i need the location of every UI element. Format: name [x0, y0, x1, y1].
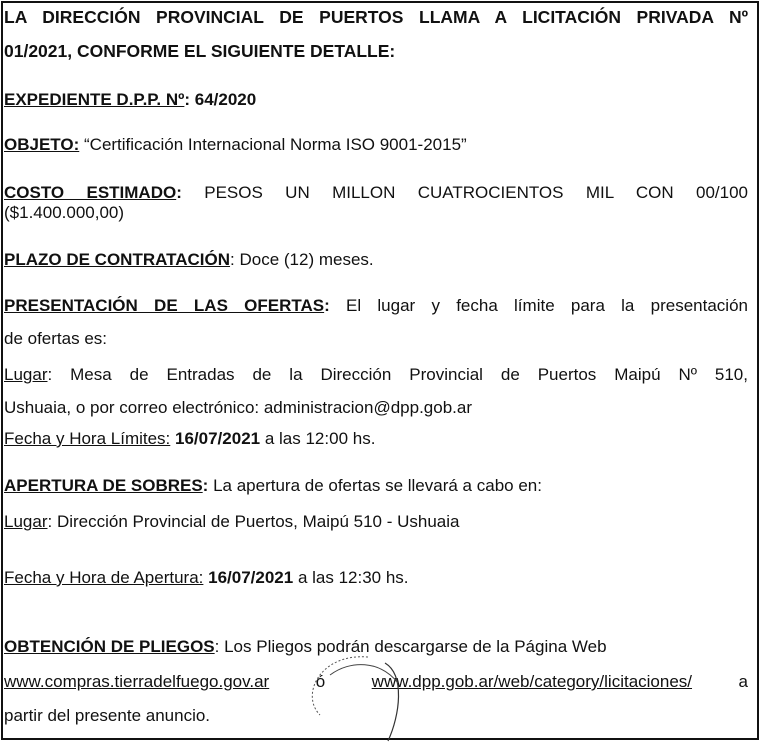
- apertura-lugar-value: Dirección Provincial de Puertos, Maipú 510 - Ushuaia: [56, 512, 460, 531]
- notice-title-line-1: LA DIRECCIÓN PROVINCIAL DE PUERTOS LLAMA A LICITACIÓN PRIVADA Nº: [4, 7, 748, 27]
- apertura-label: APERTURA DE SOBRES: [4, 476, 203, 495]
- presentacion-fecha-time: a las 12:00 hs.: [264, 429, 376, 448]
- costo-value-number: ($1.400.000,00): [4, 203, 125, 222]
- presentacion-lugar-label: Lugar: [4, 365, 48, 384]
- apertura-fecha-date: 16/07/2021: [208, 568, 294, 587]
- presentacion-lugar-cont: Ushuaia, o por correo electrónico: administracion@dpp.gob.ar: [4, 398, 473, 417]
- presentacion-fecha-date: 16/07/2021: [175, 429, 261, 448]
- plazo-row: PLAZO DE CONTRATACIÓN: Doce (12) meses.: [4, 250, 374, 269]
- costo-value-words: PESOS UN MILLON CUATROCIENTOS MIL CON 00/100: [204, 183, 749, 202]
- presentacion-lugar-row: Lugar: Mesa de Entradas de la Dirección Provincial de Puertos Maipú Nº 510,: [4, 365, 748, 384]
- presentacion-lugar-value: Mesa de Entradas de la Dirección Provincial de Puertos Maipú Nº 510,: [70, 365, 748, 384]
- plazo-value: Doce (12) meses.: [239, 250, 374, 269]
- apertura-lugar-row: Lugar: Dirección Provincial de Puertos, Maipú 510 - Ushuaia: [4, 512, 460, 531]
- apertura-fecha-time: a las 12:30 hs.: [297, 568, 409, 587]
- objeto-value: “Certificación Internacional Norma ISO 9001-2015”: [84, 135, 467, 154]
- apertura-fecha-label: Fecha y Hora de Apertura:: [4, 568, 204, 587]
- costo-row: COSTO ESTIMADO: PESOS UN MILLON CUATROCIENTOS MIL CON 00/100: [4, 183, 749, 202]
- objeto-label: OBJETO:: [4, 135, 80, 154]
- presentacion-label: PRESENTACIÓN DE LAS OFERTAS: [4, 296, 325, 315]
- expediente-label: EXPEDIENTE D.P.P. Nº: [4, 90, 185, 109]
- dpp-licitaciones-link[interactable]: www.dpp.gob.ar/web/category/licitaciones/: [371, 672, 693, 691]
- plazo-label: PLAZO DE CONTRATACIÓN: [4, 250, 231, 269]
- pliegos-row: OBTENCIÓN DE PLIEGOS: Los Pliegos podrán descargarse de la Página Web: [4, 637, 607, 656]
- costo-label: COSTO ESTIMADO: [4, 183, 177, 202]
- compras-link[interactable]: www.compras.tierradelfuego.gov.ar: [4, 672, 270, 691]
- apertura-text: La apertura de ofertas se llevará a cabo en:: [213, 476, 542, 495]
- notice-title-line-2: 01/2021, CONFORME EL SIGUIENTE DETALLE:: [4, 41, 396, 61]
- presentacion-fecha-label: Fecha y Hora Límites:: [4, 429, 171, 448]
- presentacion-text-cont: de ofertas es:: [4, 329, 108, 348]
- presentacion-fecha-row: [4, 428, 375, 450]
- expediente-row: EXPEDIENTE D.P.P. Nº: 64/2020: [4, 90, 257, 109]
- pliegos-after: a: [738, 672, 748, 691]
- pliegos-closing: partir del presente anuncio.: [4, 706, 211, 725]
- apertura-row: APERTURA DE SOBRES: La apertura de ofertas se llevará a cabo en:: [4, 476, 542, 495]
- pliegos-text: Los Pliegos podrán descargarse de la Página Web: [224, 637, 607, 656]
- signature-mark: [290, 655, 420, 743]
- apertura-fecha-row: [4, 567, 409, 589]
- pliegos-connector: ó: [315, 672, 326, 691]
- objeto-row: [4, 134, 467, 156]
- presentacion-row: PRESENTACIÓN DE LAS OFERTAS: El lugar y fecha límite para la presentación: [4, 296, 748, 315]
- presentacion-text: El lugar y fecha límite para la presentación: [346, 296, 748, 315]
- pliegos-label: OBTENCIÓN DE PLIEGOS: [4, 637, 215, 656]
- apertura-lugar-label: Lugar: [4, 512, 48, 531]
- expediente-value: 64/2020: [194, 90, 257, 109]
